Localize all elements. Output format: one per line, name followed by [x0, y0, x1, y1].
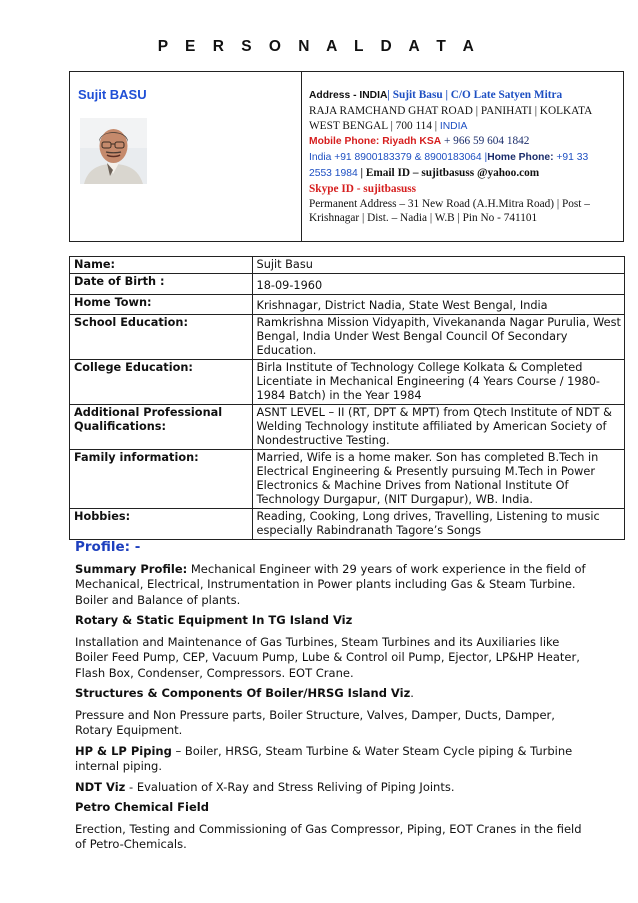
- page-title: P E R S O N A L D A T A: [157, 38, 481, 55]
- row-value-family: Married, Wife is a home maker. Son has completed B.Tech in Electrical Engineering & Presently pursuing M.Tech in Power Electronics & Machine Drives from National Institute Of Technology Durgapur, (NIT Durgapur), WB. India.: [252, 450, 624, 509]
- table-row: [70, 274, 625, 295]
- row-value-hometown: Krishnagar, District Nadia, State West Bengal, India: [252, 295, 624, 315]
- row-value-hobbies: Reading, Cooking, Long drives, Travelling, Listening to music especially Rabindranath Tagore’s Songs: [252, 509, 624, 540]
- mobile-number: + 966 59 604 1842: [441, 135, 530, 148]
- address-country: INDIA: [439, 120, 468, 132]
- summary-text: Mechanical Engineer with 29 years of work experience in the field of Mechanical, Electrical, Instrumentation in Power plants including Gas & Steam Turbine. Boiler and Balance of plants.: [75, 561, 586, 607]
- summary-label: Summary Profile:: [75, 561, 188, 576]
- piping-text: – Boiler, HRSG, Steam Turbine & Water Steam Cycle piping & Turbine internal piping.: [75, 743, 573, 773]
- ndt-label: NDT Viz: [75, 779, 126, 794]
- piping-label: HP & LP Piping: [75, 743, 172, 758]
- header-divider: [301, 72, 302, 241]
- structures-heading-para: [75, 686, 595, 702]
- contact-header-box: [69, 71, 624, 242]
- address-line-2: RAJA RAMCHAND GHAT ROAD | PANIHATI | KOLKATA: [309, 104, 593, 117]
- table-row: [70, 450, 625, 509]
- row-label-name: Name:: [70, 257, 253, 274]
- piping-paragraph: [75, 744, 595, 775]
- table-row: [70, 405, 625, 450]
- permanent-address-2: Krishnagar | Dist. – Nadia | W.B | Pin No - 741101: [309, 212, 538, 225]
- rotary-heading: Rotary & Static Equipment In TG Island Viz: [75, 613, 353, 627]
- india-phone: India +91 8900183379 & 8900183064 |: [309, 152, 488, 164]
- petro-text: Erection, Testing and Commissioning of Gas Compressor, Piping, EOT Cranes in the field of Petro-Chemicals.: [75, 821, 582, 851]
- structures-dot: .: [410, 686, 414, 700]
- personal-details-table: [69, 256, 625, 540]
- row-label-hobbies: Hobbies:: [70, 509, 253, 540]
- row-label-college: College Education:: [70, 360, 253, 405]
- petro-heading: Petro Chemical Field: [75, 800, 209, 814]
- email-address: | Email ID – sujitbasuss @yahoo.com: [357, 166, 540, 179]
- home-phone: +91 33: [553, 152, 589, 164]
- contact-details: [309, 88, 619, 226]
- row-label-family: Family information:: [70, 450, 253, 509]
- rotary-text: Installation and Maintenance of Gas Turbines, Steam Turbines and its Auxiliaries like Boiler Feed Pump, CEP, Vacuum Pump, Lube & Control oil Pump, Ejector, LP&HP Heater, Flash Box, Condenser, Compressors. EOT Crane.: [75, 634, 580, 680]
- table-row: [70, 295, 625, 315]
- table-row: [70, 360, 625, 405]
- row-value-dob: 18-09-1960: [252, 274, 624, 295]
- profile-photo: [80, 118, 147, 184]
- address-label: Address - INDIA: [309, 90, 388, 101]
- mobile-label: Mobile Phone: Riyadh KSA: [309, 136, 442, 148]
- row-value-qualifications: ASNT LEVEL – II (RT, DPT & MPT) from Qtech Institute of NDT & Welding Technology institute affiliated by American Society of Nondestructive Testing.: [252, 405, 624, 450]
- row-value-college: Birla Institute of Technology College Kolkata & Completed Licentiate in Mechanical Engineering (4 Years Course / 1980-1984 Batch) in the Year 1984: [252, 360, 624, 405]
- permanent-address-1: Permanent Address – 31 New Road (A.H.Mitra Road) | Post –: [309, 197, 590, 210]
- home-phone-label: Home Phone:: [487, 152, 554, 164]
- table-row: [70, 509, 625, 540]
- profile-section: [75, 540, 595, 858]
- row-value-school: Ramkrishna Mission Vidyapith, Vivekananda Nagar Purulia, West Bengal, India Under West Bengal Council Of Secondary Education.: [252, 315, 624, 360]
- row-value-name: Sujit Basu: [252, 257, 624, 274]
- candidate-name: Sujit BASU: [78, 87, 147, 102]
- table-row: [70, 315, 625, 360]
- address-line-3: WEST BENGAL | 700 114 |: [309, 119, 440, 132]
- ndt-text: - Evaluation of X-Ray and Stress Reliving of Piping Joints.: [125, 779, 455, 794]
- row-label-qualifications: Additional Professional Qualifications:: [70, 405, 253, 450]
- home-phone-cont: 2553 1984: [309, 167, 358, 179]
- row-label-dob: Date of Birth :: [70, 274, 253, 295]
- row-label-school: School Education:: [70, 315, 253, 360]
- profile-heading: Profile: -: [75, 539, 141, 555]
- summary-paragraph: [75, 562, 595, 609]
- skype-id: Skype ID - sujitbasuss: [309, 182, 417, 195]
- address-name: | Sujit Basu | C/O Late Satyen Mitra: [387, 89, 563, 101]
- row-label-hometown: Home Town:: [70, 295, 253, 315]
- table-row: [70, 257, 625, 274]
- structures-heading: Structures & Components Of Boiler/HRSG Island Viz: [75, 686, 411, 700]
- structures-text: Pressure and Non Pressure parts, Boiler Structure, Valves, Damper, Ducts, Damper, Rotary Equipment.: [75, 707, 555, 737]
- ndt-paragraph: [75, 780, 595, 796]
